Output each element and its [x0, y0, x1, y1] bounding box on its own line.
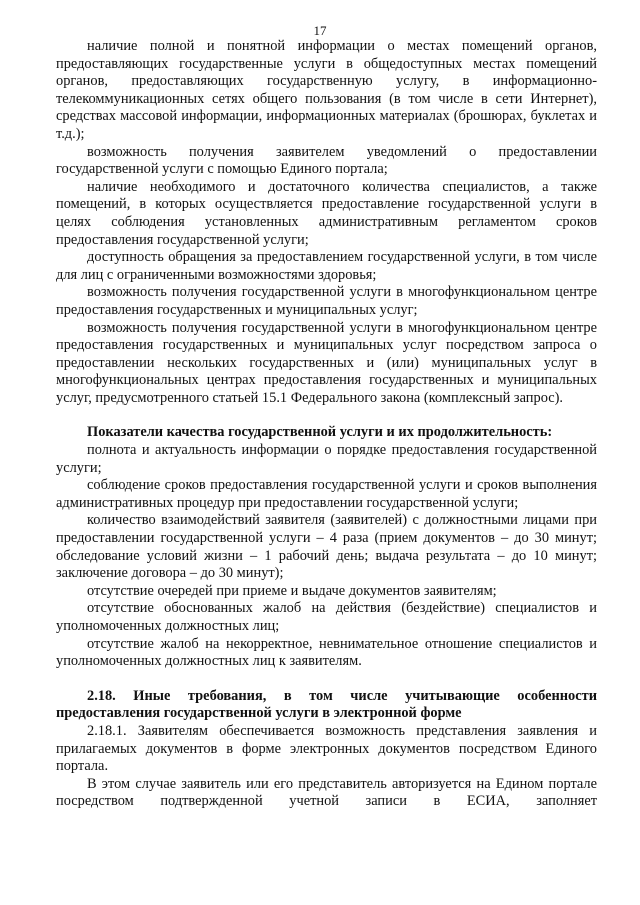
- list-item: отсутствие очередей при приеме и выдаче документов заявителям;: [87, 582, 497, 599]
- list-item: доступность обращения за предоставлением государственной услуги, в том числе для лиц с ограниченными возможностями здоровья;: [56, 249, 597, 283]
- section-heading: Показатели качества государственной услуги и их продолжительность:: [87, 424, 553, 441]
- list-item: наличие необходимого и достаточного количества специалистов, а также помещений, в которых осуществляется предоставление государственной услуги в целях соблюдения установленных административным регламентом сроков предоставления государственной услуги;: [56, 178, 597, 248]
- list-item: возможность получения заявителем уведомлений о предоставлении государственной услуги с помощью Единого портала;: [56, 143, 597, 178]
- list-item: отсутствие обоснованных жалоб на действия (бездействие) специалистов и уполномоченных должностных лиц;: [56, 600, 597, 634]
- list-item: полнота и актуальность информации о порядке предоставления государственной услуги;: [56, 442, 597, 476]
- paragraph: В этом случае заявитель или его представитель авторизуется на Едином портале посредством подтвержденной учетной записи в ЕСИА, заполняет: [56, 775, 597, 810]
- paragraph: 2.18.1. Заявителям обеспечивается возможность представления заявления и прилагаемых документов в форме электронных документов посредством Единого портала.: [56, 722, 597, 775]
- quality-indicators-section: [56, 424, 597, 670]
- list-item: возможность получения государственной услуги в многофункциональном центре предоставления государственных и муниципальных услуг;: [56, 284, 597, 318]
- list-item: возможность получения государственной услуги в многофункциональном центре предоставления государственных и муниципальных услуг посредством запроса о предоставлении нескольких государственных и (или) муниципальных услуг в многофункциональных центрах предоставления государственных и муниципальных услуг, предусмотренного статьей 15.1 Федерального закона (комплексный запрос).: [56, 319, 597, 406]
- accessibility-indicators-list: [56, 38, 597, 407]
- page-number: 17: [313, 23, 327, 38]
- list-item: наличие полной и понятной информации о местах помещений органов, предоставляющих государственные услуги в общедоступных местах помещений органов, предоставляющих государственную услугу, в информационно-телекоммуникационных сетях общего пользования (в том числе в сети Интернет), средствах массовой информации, информационных материалах (брошюрах, буклетах и т.д.);: [56, 38, 597, 142]
- list-item: отсутствие жалоб на некорректное, невнимательное отношение специалистов и уполномоченных должностных лиц к заявителям.: [56, 635, 597, 670]
- page-body: [56, 38, 597, 811]
- section-heading: 2.18. Иные требования, в том числе учитывающие особенности предоставления государственной услуги в электронной форме: [56, 687, 597, 722]
- list-item: соблюдение сроков предоставления государственной услуги и сроков выполнения административных процедур при предоставлении государственной услуги;: [56, 477, 597, 511]
- other-requirements-section: [56, 688, 597, 811]
- list-item: количество взаимодействий заявителя (заявителей) с должностными лицами при предоставлении государственной услуги – 4 раза (прием документов – до 30 минут; обследование условий жизни – 1 рабочий день; выдача результата – до 10 минут; заключение договора – до 30 минут);: [56, 512, 597, 582]
